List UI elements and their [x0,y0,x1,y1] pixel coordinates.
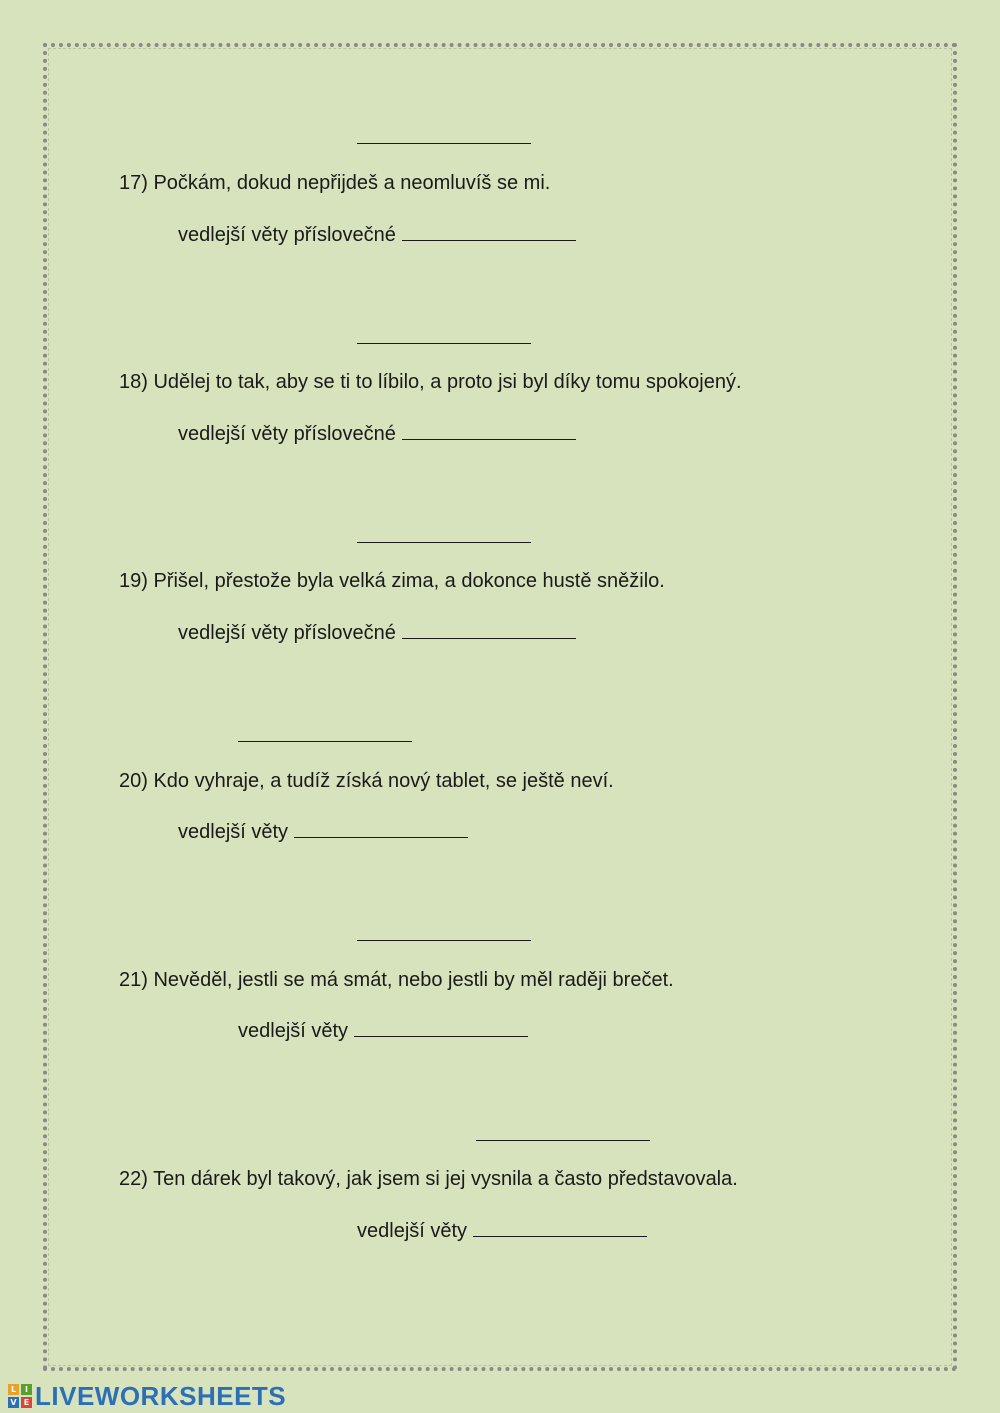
answer-blank[interactable] [473,1218,647,1237]
answer-blank-top[interactable] [357,542,531,543]
answer-row-17 [178,222,576,247]
answer-label: vedlejší věty příslovečné [178,622,396,644]
question-22: 22) Ten dárek byl takový, jak jsem si jej vysnila a často představovala. [119,1168,738,1190]
answer-label: vedlejší věty [357,1220,468,1242]
logo-letter: L [8,1384,19,1395]
answer-blank-top[interactable] [357,143,531,144]
answer-blank-top[interactable] [238,741,412,742]
answer-row-19 [178,620,576,645]
answer-row-20 [178,819,468,844]
logo-letter: V [8,1397,19,1408]
answer-row-21 [238,1018,528,1043]
question-17: 17) Počkám, dokud nepřijdeš a neomluvíš se mi. [119,172,551,194]
answer-blank[interactable] [402,620,576,639]
answer-label: vedlejší věty [178,821,289,843]
question-20: 20) Kdo vyhraje, a tudíž získá nový tablet, se ještě neví. [119,770,614,792]
answer-blank-top[interactable] [357,343,531,344]
question-19: 19) Přišel, přestože byla velká zima, a dokonce hustě sněžilo. [119,570,665,592]
question-21: 21) Nevěděl, jestli se má smát, nebo jestli by měl raději brečet. [119,969,674,991]
answer-blank-top[interactable] [357,940,531,941]
question-18: 18) Udělej to tak, aby se ti to líbilo, a proto jsi byl díky tomu spokojený. [119,371,742,393]
logo-icon [8,1384,32,1408]
answer-blank[interactable] [354,1018,528,1037]
liveworksheets-logo [8,1382,286,1410]
logo-letter: I [21,1384,32,1395]
answer-blank[interactable] [294,819,468,838]
logo-text: LIVEWORKSHEETS [35,1381,287,1411]
answer-row-18 [178,421,576,446]
answer-label: vedlejší věty příslovečné [178,423,396,445]
answer-label: vedlejší věty [238,1020,349,1042]
answer-row-22 [357,1218,647,1243]
answer-blank[interactable] [402,421,576,440]
answer-blank-top[interactable] [476,1140,650,1141]
answer-blank[interactable] [402,222,576,241]
answer-label: vedlejší věty příslovečné [178,224,396,246]
logo-letter: E [21,1397,32,1408]
